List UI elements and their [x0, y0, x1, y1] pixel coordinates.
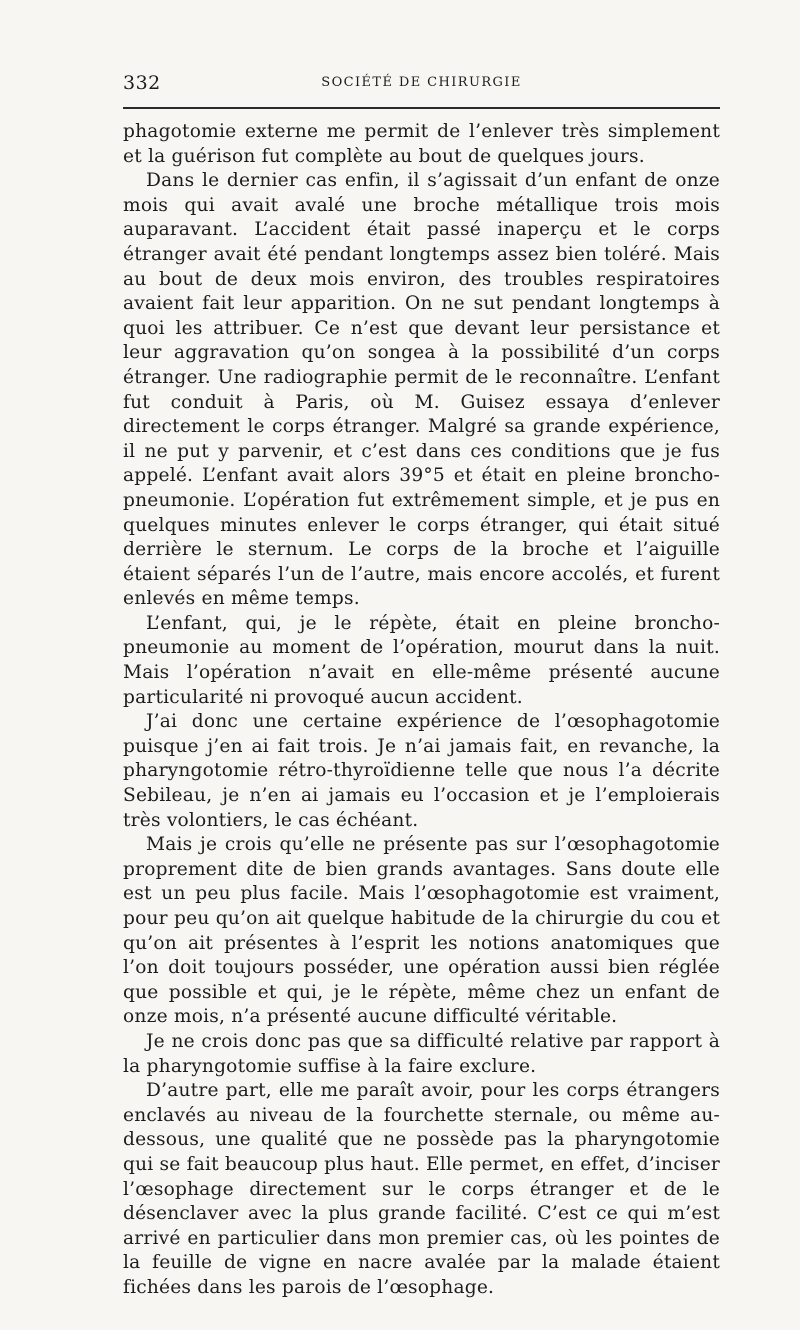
paragraph: Mais je crois qu’elle ne présente pas sur l’œsophagotomie proprement dite de bien grands avantages. Sans doute elle est un peu plus facile. Mais l’œsophagotomie est vraiment, pour peu qu’on ait quelque habitude de la chirurgie du cou et qu’on ait présentes à l’esprit les notions anatomiques que l’on doit toujours posséder, une opération aussi bien réglée que possible et qui, je le répète, même chez un enfant de onze mois, n’a présenté aucune difficulté véritable.: [123, 834, 720, 1028]
paragraph: J’ai donc une certaine expérience de l’œsophagotomie puisque j’en ai fait trois. Je n’ai jamais fait, en revanche, la pharyngotomie rétro-thyroïdienne telle que nous l’a décrite Sebileau, je n’en ai jamais eu l’occasion et je l’emploierais très volontiers, le cas échéant.: [123, 711, 720, 831]
paragraph: D’autre part, elle me paraît avoir, pour les corps étrangers enclavés au niveau de la fourchette sternale, ou même au-dessous, une qualité que ne possède pas la pharyngotomie qui se fait beaucoup plus haut. Elle permet, en effet, d’inciser l’œsophage directement sur le corps étranger et de le désenclaver avec la plus grande facilité. C’est ce qui m’est arrivé en particulier dans mon premier cas, où les pointes de la feuille de vigne en nacre avalée par la malade étaient fichées dans les parois de l’œsophage.: [123, 1080, 720, 1298]
paragraph: Je ne crois donc pas que sa difficulté relative par rapport à la pharyngotomie suffise à la faire exclure.: [123, 1030, 720, 1077]
running-title: SOCIÉTÉ DE CHIRURGIE: [321, 75, 522, 90]
page-number: 332: [123, 72, 161, 94]
body-text: [123, 120, 720, 1301]
header-rule: [123, 107, 720, 109]
paragraph: L’enfant, qui, je le répète, était en pleine broncho-pneumonie au moment de l’opération, mourut dans la nuit. Mais l’opération n’avait en elle-même présenté aucune particularité ni provoqué aucun accident.: [123, 612, 720, 708]
paragraph-continuation: phagotomie externe me permit de l’enlever très simplement et la guérison fut complète au bout de quelques jours.: [123, 121, 720, 167]
paragraph: Dans le dernier cas enfin, il s’agissait d’un enfant de onze mois qui avait avalé une broche métallique trois mois auparavant. L’accident était passé inaperçu et le corps étranger avait été pendant longtemps assez bien toléré. Mais au bout de deux mois environ, des troubles respiratoires avaient fait leur apparition. On ne sut pendant longtemps à quoi les attribuer. Ce n’est que devant leur persistance et leur aggravation qu’on songea à la possibilité d’un corps étranger. Une radiographie permit de le reconnaître. L’enfant fut conduit à Paris, où M. Guisez essaya d’enlever directement le corps étranger. Malgré sa grande expérience, il ne put y parvenir, et c’est dans ces conditions que je fus appelé. L’enfant avait alors 39°5 et était en pleine broncho-pneumonie. L’opération fut extrêmement simple, et je pus en quelques minutes enlever le corps étranger, qui était situé derrière le sternum. Le corps de la broche et l’aiguille étaient séparés l’un de l’autre, mais encore accolés, et furent enlevés en même temps.: [123, 170, 720, 610]
page-header: [123, 72, 720, 96]
